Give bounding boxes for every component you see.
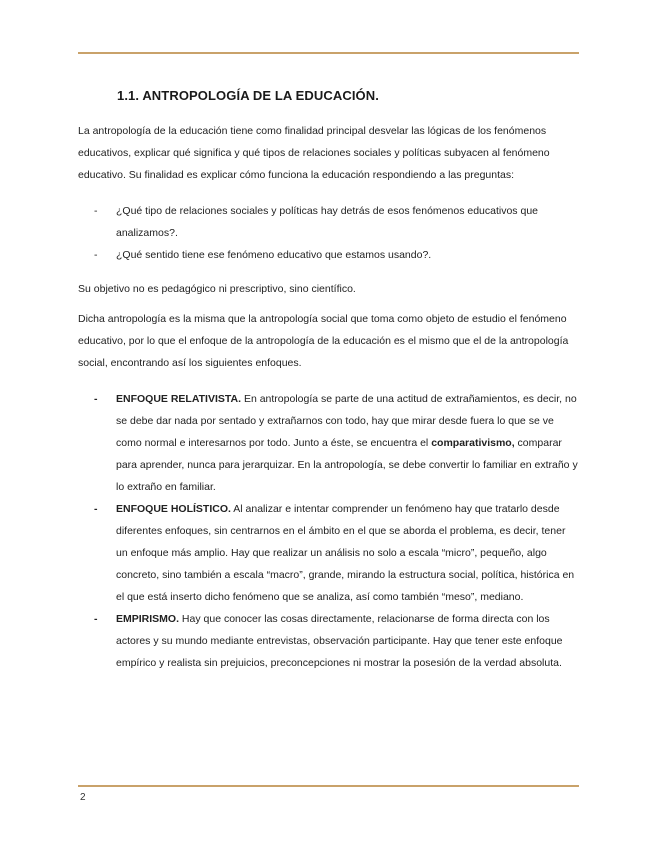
document-body bbox=[78, 120, 578, 688]
intro-paragraph: La antropología de la educación tiene como finalidad principal desvelar las lógicas de los fenómenos educativos, explicar qué significa y qué tipos de relaciones sociales y políticas subyacen al fenómeno educativo. Su finalidad es explicar cómo funciona la educación respondiendo a las preguntas: bbox=[78, 125, 550, 181]
list-item bbox=[78, 608, 578, 674]
approach-term: ENFOQUE HOLÍSTICO. bbox=[116, 503, 231, 515]
page-number: 2 bbox=[80, 792, 86, 803]
list-item bbox=[78, 200, 578, 244]
list-dash: - bbox=[94, 393, 98, 405]
questions-list bbox=[78, 200, 578, 266]
question-text: ¿Qué sentido tiene ese fenómeno educativo que estamos usando?. bbox=[116, 249, 432, 261]
approach-text: Al analizar e intentar comprender un fenómeno hay que tratarlo desde diferentes enfoques, sin centrarnos en el ámbito en el que se aborda el problema, es decir, tener un enfoque más amplio. Hay que realizar un análisis no solo a escala “micro”, pequeño, algo concreto, sino también a escala “macro”, grande, mirando la estructura social, política, histórica en el que está inserto dicho fenómeno que se analiza, así como también “meso”, mediano. bbox=[116, 503, 575, 603]
list-dash: - bbox=[94, 613, 98, 625]
approach-text: Hay que conocer las cosas directamente, relacionarse de forma directa con los actores y su mundo mediante entrevistas, observación participante. Hay que tener este enfoque empírico y realista sin prejuicios, preconcepciones ni mostrar la posesión de la verdad absoluta. bbox=[116, 613, 563, 669]
approaches-list bbox=[78, 388, 578, 674]
section-heading: 1.1. ANTROPOLOGÍA DE LA EDUCACIÓN. bbox=[117, 88, 379, 103]
header-rule bbox=[78, 52, 579, 54]
dicha-paragraph: Dicha antropología es la misma que la antropología social que toma como objeto de estudio el fenómeno educativo, por lo que el enfoque de la antropología de la educación es el mismo que el de la antropología social, encontrando así los siguientes enfoques. bbox=[78, 313, 569, 369]
approach-highlight: comparativismo, bbox=[431, 437, 515, 449]
list-item bbox=[78, 388, 578, 498]
list-dash: - bbox=[94, 249, 98, 261]
footer-rule bbox=[78, 785, 579, 787]
list-dash: - bbox=[94, 205, 98, 217]
list-item bbox=[78, 244, 578, 266]
approach-term: ENFOQUE RELATIVISTA. bbox=[116, 393, 242, 405]
list-item bbox=[78, 498, 578, 608]
approach-text: comparar para aprender, nunca para jerarquizar. En la antropología, se debe convertir lo familiar en extraño y lo extraño en familiar. bbox=[116, 437, 578, 493]
list-dash: - bbox=[94, 503, 98, 515]
objective-paragraph: Su objetivo no es pedagógico ni prescriptivo, sino científico. bbox=[78, 283, 356, 295]
question-text: ¿Qué tipo de relaciones sociales y políticas hay detrás de esos fenómenos educativos que analizamos?. bbox=[116, 205, 538, 239]
approach-text: En antropología se parte de una actitud de extrañamientos, es decir, no se debe dar nada por sentado y extrañarnos con todo, hay que mirar desde fuera lo que se ve como normal e interesarnos por todo. Junto a éste, se encuentra el bbox=[116, 393, 577, 449]
approach-term: EMPIRISMO. bbox=[116, 613, 180, 625]
